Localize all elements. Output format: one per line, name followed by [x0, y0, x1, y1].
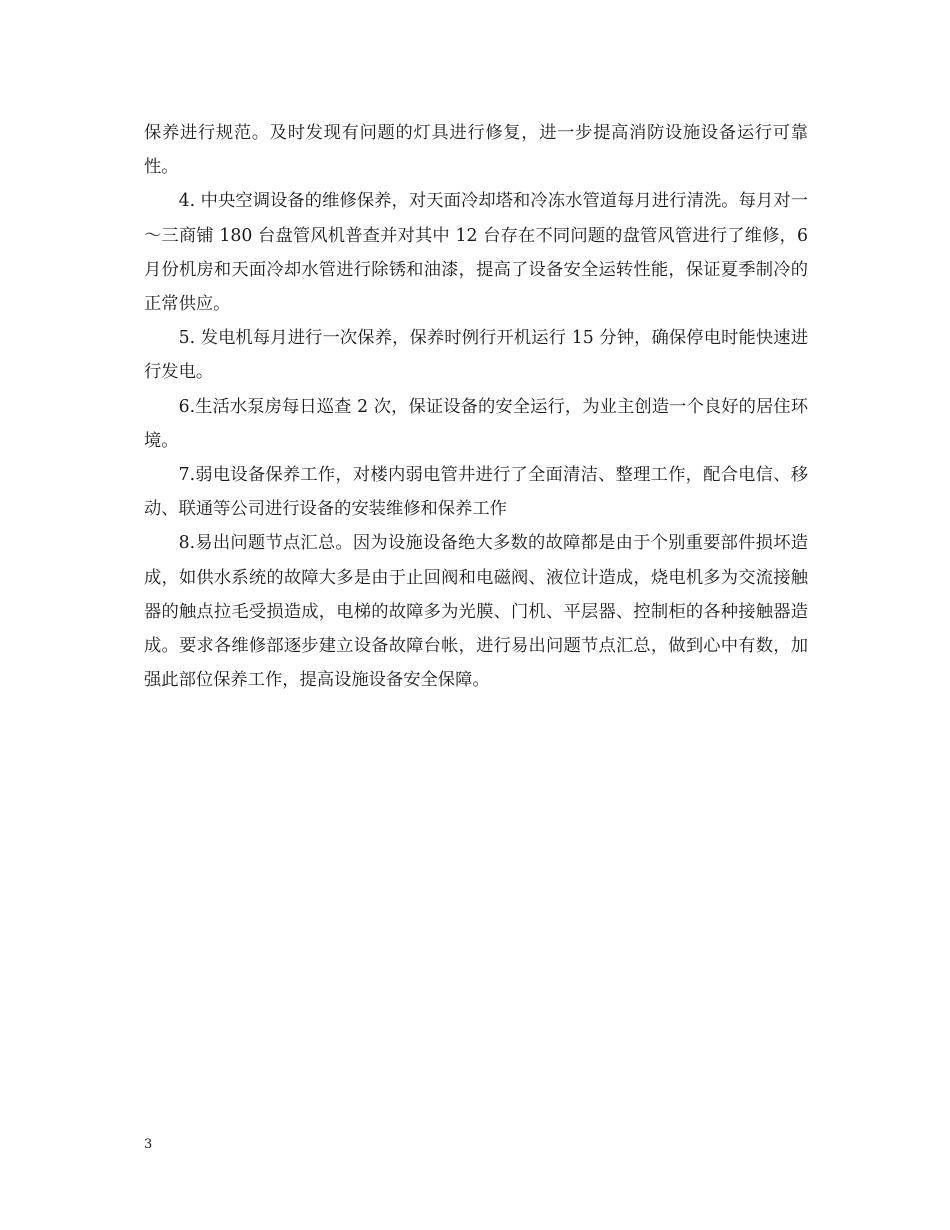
page-number: 3 — [144, 1137, 153, 1152]
paragraph-continuation: 保养进行规范。及时发现有问题的灯具进行修复，进一步提高消防设施设备运行可靠性。 — [144, 123, 808, 178]
paragraph-item-4-central-air-conditioning: 4. 中央空调设备的维修保养，对天面冷却塔和冷冻水管道每月进行清洗。每月对一～三商铺 180 台盘管风机普查并对其中 12 台存在不同问题的盘管风管进行了维修，6 月份机房和天面冷却水管进行除锈和油漆，提高了设备安全运转性能，保证夏季制冷的正常供应。 — [144, 191, 808, 315]
paragraph-item-8-fault-summary: 8.易出问题节点汇总。因为设施设备绝大多数的故障都是由于个别重要部件损坏造成，如供水系统的故障大多是由于止回阀和电磁阀、液位计造成，烧电机多为交流接触器的触点拉毛受损造成，电梯的故障多为光膜、门机、平层器、控制柜的各种接触器造成。要求各维修部逐步建立设备故障台帐，进行易出问题节点汇总，做到心中有数，加强此部位保养工作，提高设施设备安全保障。 — [144, 533, 808, 691]
paragraph-item-6-water-pump-room: 6.生活水泵房每日巡查 2 次，保证设备的安全运行，为业主创造一个良好的居住环境。 — [144, 396, 808, 451]
body-text — [144, 116, 808, 697]
paragraph-item-7-weak-current: 7.弱电设备保养工作，对楼内弱电管井进行了全面清洁、整理工作，配合电信、移动、联通等公司进行设备的安装维修和保养工作 — [144, 465, 808, 520]
paragraph-item-5-generator: 5. 发电机每月进行一次保养，保养时例行开机运行 15 分钟，确保停电时能快速进行发电。 — [144, 328, 808, 383]
